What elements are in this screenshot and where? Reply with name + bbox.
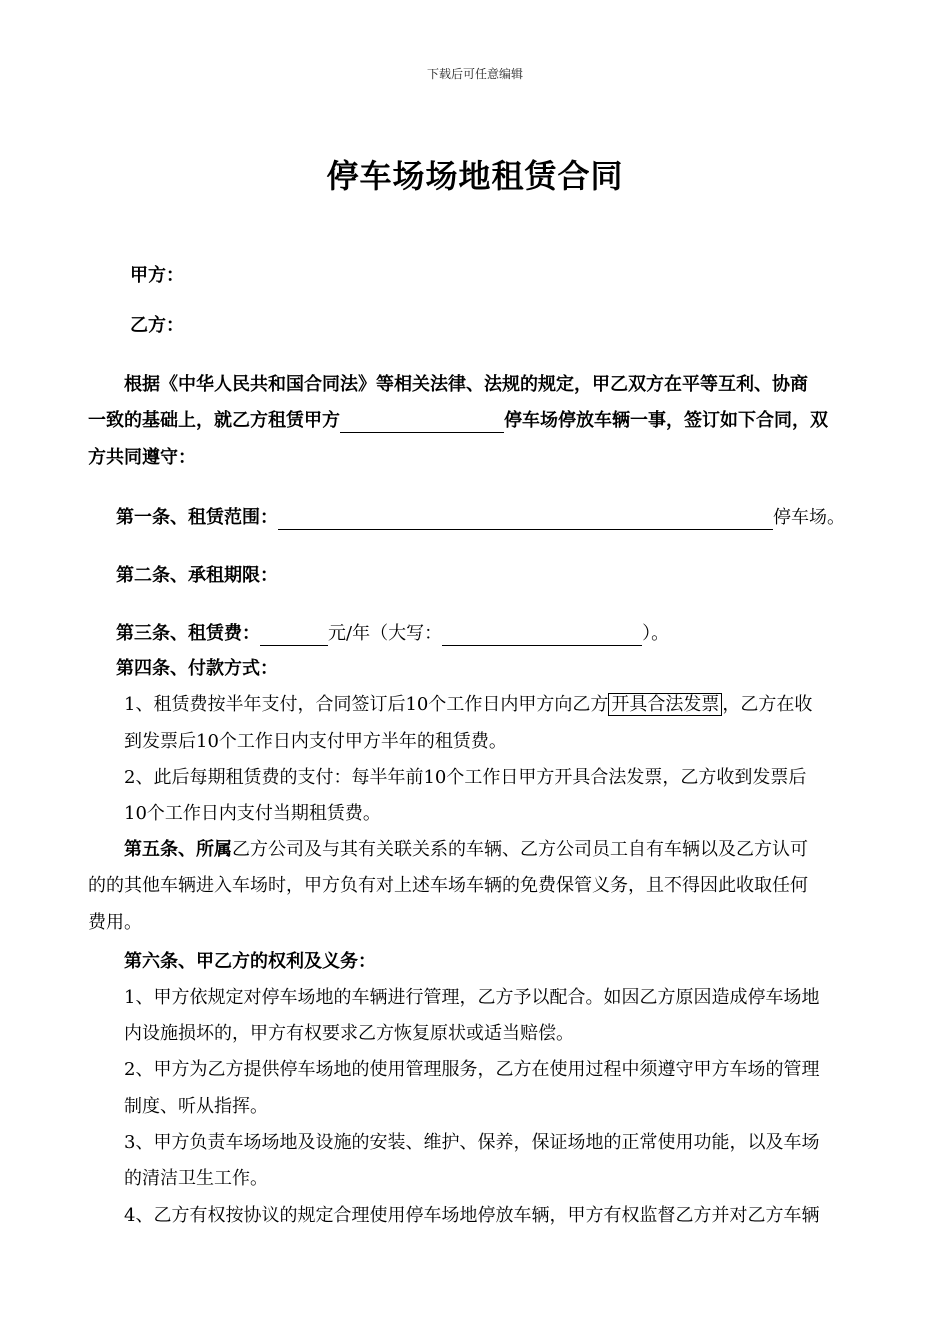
article-6-item-1-line-2: 内设施损坏的，甲方有权要求乙方恢复原状或适当赔偿。 [124,1023,574,1044]
article-6-item-2-line-1: 2、甲方为乙方提供停车场地的使用管理服务，乙方在使用过程中须遵守甲方车场的管理 [124,1059,820,1080]
document-title: 停车场场地租赁合同 [326,157,624,195]
preamble-line-3: 方共同遵守： [88,447,196,468]
preamble-line-2-before: 一致的基础上，就乙方租赁甲方 [88,410,340,431]
header-note: 下载后可任意编辑 [426,67,523,81]
article-6-item-3-line-2: 的清洁卫生工作。 [124,1168,268,1189]
article-6-item-4-line-1: 4、乙方有权按协议的规定合理使用停车场地停放车辆，甲方有权监督乙方并对乙方车辆 [124,1205,820,1226]
preamble-line-1: 根据《中华人民共和国合同法》等相关法律、法规的规定，甲乙双方在平等互利、协商 [124,374,808,395]
article-6-item-3-line-1: 3、甲方负责车场场地及设施的安装、维护、保养，保证场地的正常使用功能，以及车场 [124,1132,820,1153]
article-1-suffix: 停车场。 [773,507,845,528]
article-5-line-1-rest: 乙方公司及与其有关联关系的车辆、乙方公司员工自有车辆以及乙方认可 [232,839,808,860]
article-3-label: 第三条、租赁费： [116,623,260,644]
article-4-item-2-line-2: 10个工作日内支付当期租赁费。 [124,803,381,824]
preamble-line-2-after: 停车场停放车辆一事，签订如下合同，双 [504,410,828,431]
article-5-line-3: 费用。 [88,912,142,933]
article-5-label: 第五条、所属 [124,839,232,860]
article-4-item-1-text-after: ，乙方在收 [722,694,813,715]
rent-amount-words-blank [442,625,642,646]
article-6-item-2-line-2: 制度、听从指挥。 [124,1096,268,1117]
article-4-item-1-line-2: 到发票后10个工作日内支付甲方半年的租赁费。 [124,731,507,752]
lease-scope-blank [278,509,773,530]
party-b-label: 乙方： [130,315,184,336]
article-6-item-1-line-1: 1、甲方依规定对停车场地的车辆进行管理，乙方予以配合。如因乙方原因造成停车场地 [124,987,820,1008]
article-4-item-1-text: 1、租赁费按半年支付，合同签订后10个工作日内甲方向乙方 [124,694,609,715]
article-3 [116,622,669,646]
article-4-item-1-line-1 [124,693,812,717]
rent-amount-blank [260,625,328,646]
party-a-label: 甲方： [130,265,184,286]
article-1 [116,506,845,530]
article-4-item-2-line-1: 2、此后每期租赁费的支付：每半年前10个工作日甲方开具合法发票，乙方收到发票后 [124,767,807,788]
article-3-end: ）。 [642,623,670,644]
issue-invoice-highlight: 开具合法发票 [608,693,722,716]
article-4-label: 第四条、付款方式： [116,658,278,679]
article-1-label: 第一条、租赁范围： [116,507,278,528]
article-5-line-2: 的的其他车辆进入车场时，甲方负有对上述车场车辆的免费保管义务，且不得因此收取任何 [88,875,808,896]
article-3-unit: 元/年（大写： [328,623,443,644]
preamble-line-2 [88,409,828,433]
article-2-label: 第二条、承租期限： [116,565,278,586]
article-6-label: 第六条、甲乙方的权利及义务： [124,951,376,972]
article-5-line-1 [124,838,808,862]
lessor-location-blank [340,412,504,433]
